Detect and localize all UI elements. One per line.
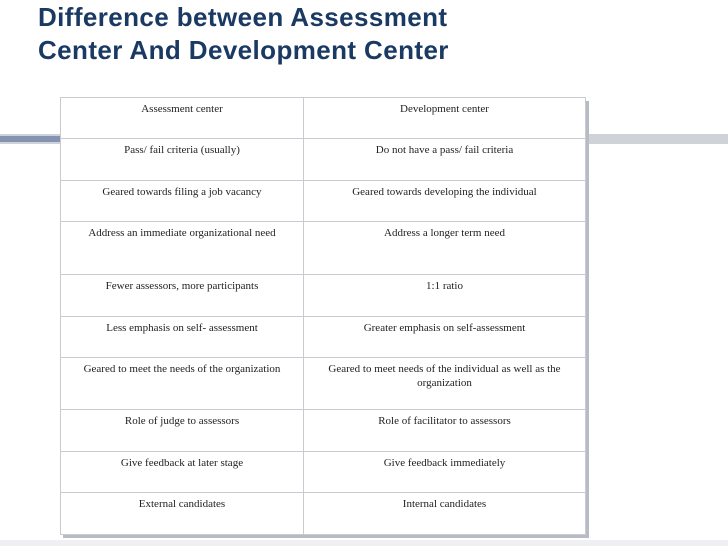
slide-title-line-1: Difference between Assessment bbox=[38, 2, 448, 32]
table-row bbox=[61, 317, 586, 358]
table-row bbox=[61, 358, 586, 410]
header-development-center: Development center bbox=[304, 98, 586, 139]
slide-title bbox=[38, 2, 449, 66]
table-row bbox=[61, 452, 586, 493]
assessment-cell: Pass/ fail criteria (usually) bbox=[61, 139, 304, 181]
development-cell: Address a longer term need bbox=[304, 222, 586, 275]
slide-title-line-2: Center And Development Center bbox=[38, 35, 449, 65]
development-cell: Internal candidates bbox=[304, 493, 586, 535]
table-row bbox=[61, 181, 586, 222]
table-header-row bbox=[61, 98, 586, 139]
table-row bbox=[61, 222, 586, 275]
development-cell: Geared towards developing the individual bbox=[304, 181, 586, 222]
assessment-cell: External candidates bbox=[61, 493, 304, 535]
table-row bbox=[61, 275, 586, 317]
assessment-cell: Geared to meet the needs of the organization bbox=[61, 358, 304, 410]
development-cell: Do not have a pass/ fail criteria bbox=[304, 139, 586, 181]
comparison-table bbox=[60, 97, 586, 535]
development-cell: Greater emphasis on self-assessment bbox=[304, 317, 586, 358]
development-cell: Give feedback immediately bbox=[304, 452, 586, 493]
table-row bbox=[61, 410, 586, 452]
header-assessment-center: Assessment center bbox=[61, 98, 304, 139]
assessment-cell: Address an immediate organizational need bbox=[61, 222, 304, 275]
development-cell: 1:1 ratio bbox=[304, 275, 586, 317]
table-row bbox=[61, 493, 586, 535]
assessment-cell: Less emphasis on self- assessment bbox=[61, 317, 304, 358]
table-row bbox=[61, 139, 586, 181]
development-cell: Geared to meet needs of the individual as well as the organization bbox=[304, 358, 586, 410]
slide-bottom-edge bbox=[0, 540, 728, 546]
assessment-cell: Geared towards filing a job vacancy bbox=[61, 181, 304, 222]
development-cell: Role of facilitator to assessors bbox=[304, 410, 586, 452]
assessment-cell: Give feedback at later stage bbox=[61, 452, 304, 493]
assessment-cell: Fewer assessors, more participants bbox=[61, 275, 304, 317]
assessment-cell: Role of judge to assessors bbox=[61, 410, 304, 452]
